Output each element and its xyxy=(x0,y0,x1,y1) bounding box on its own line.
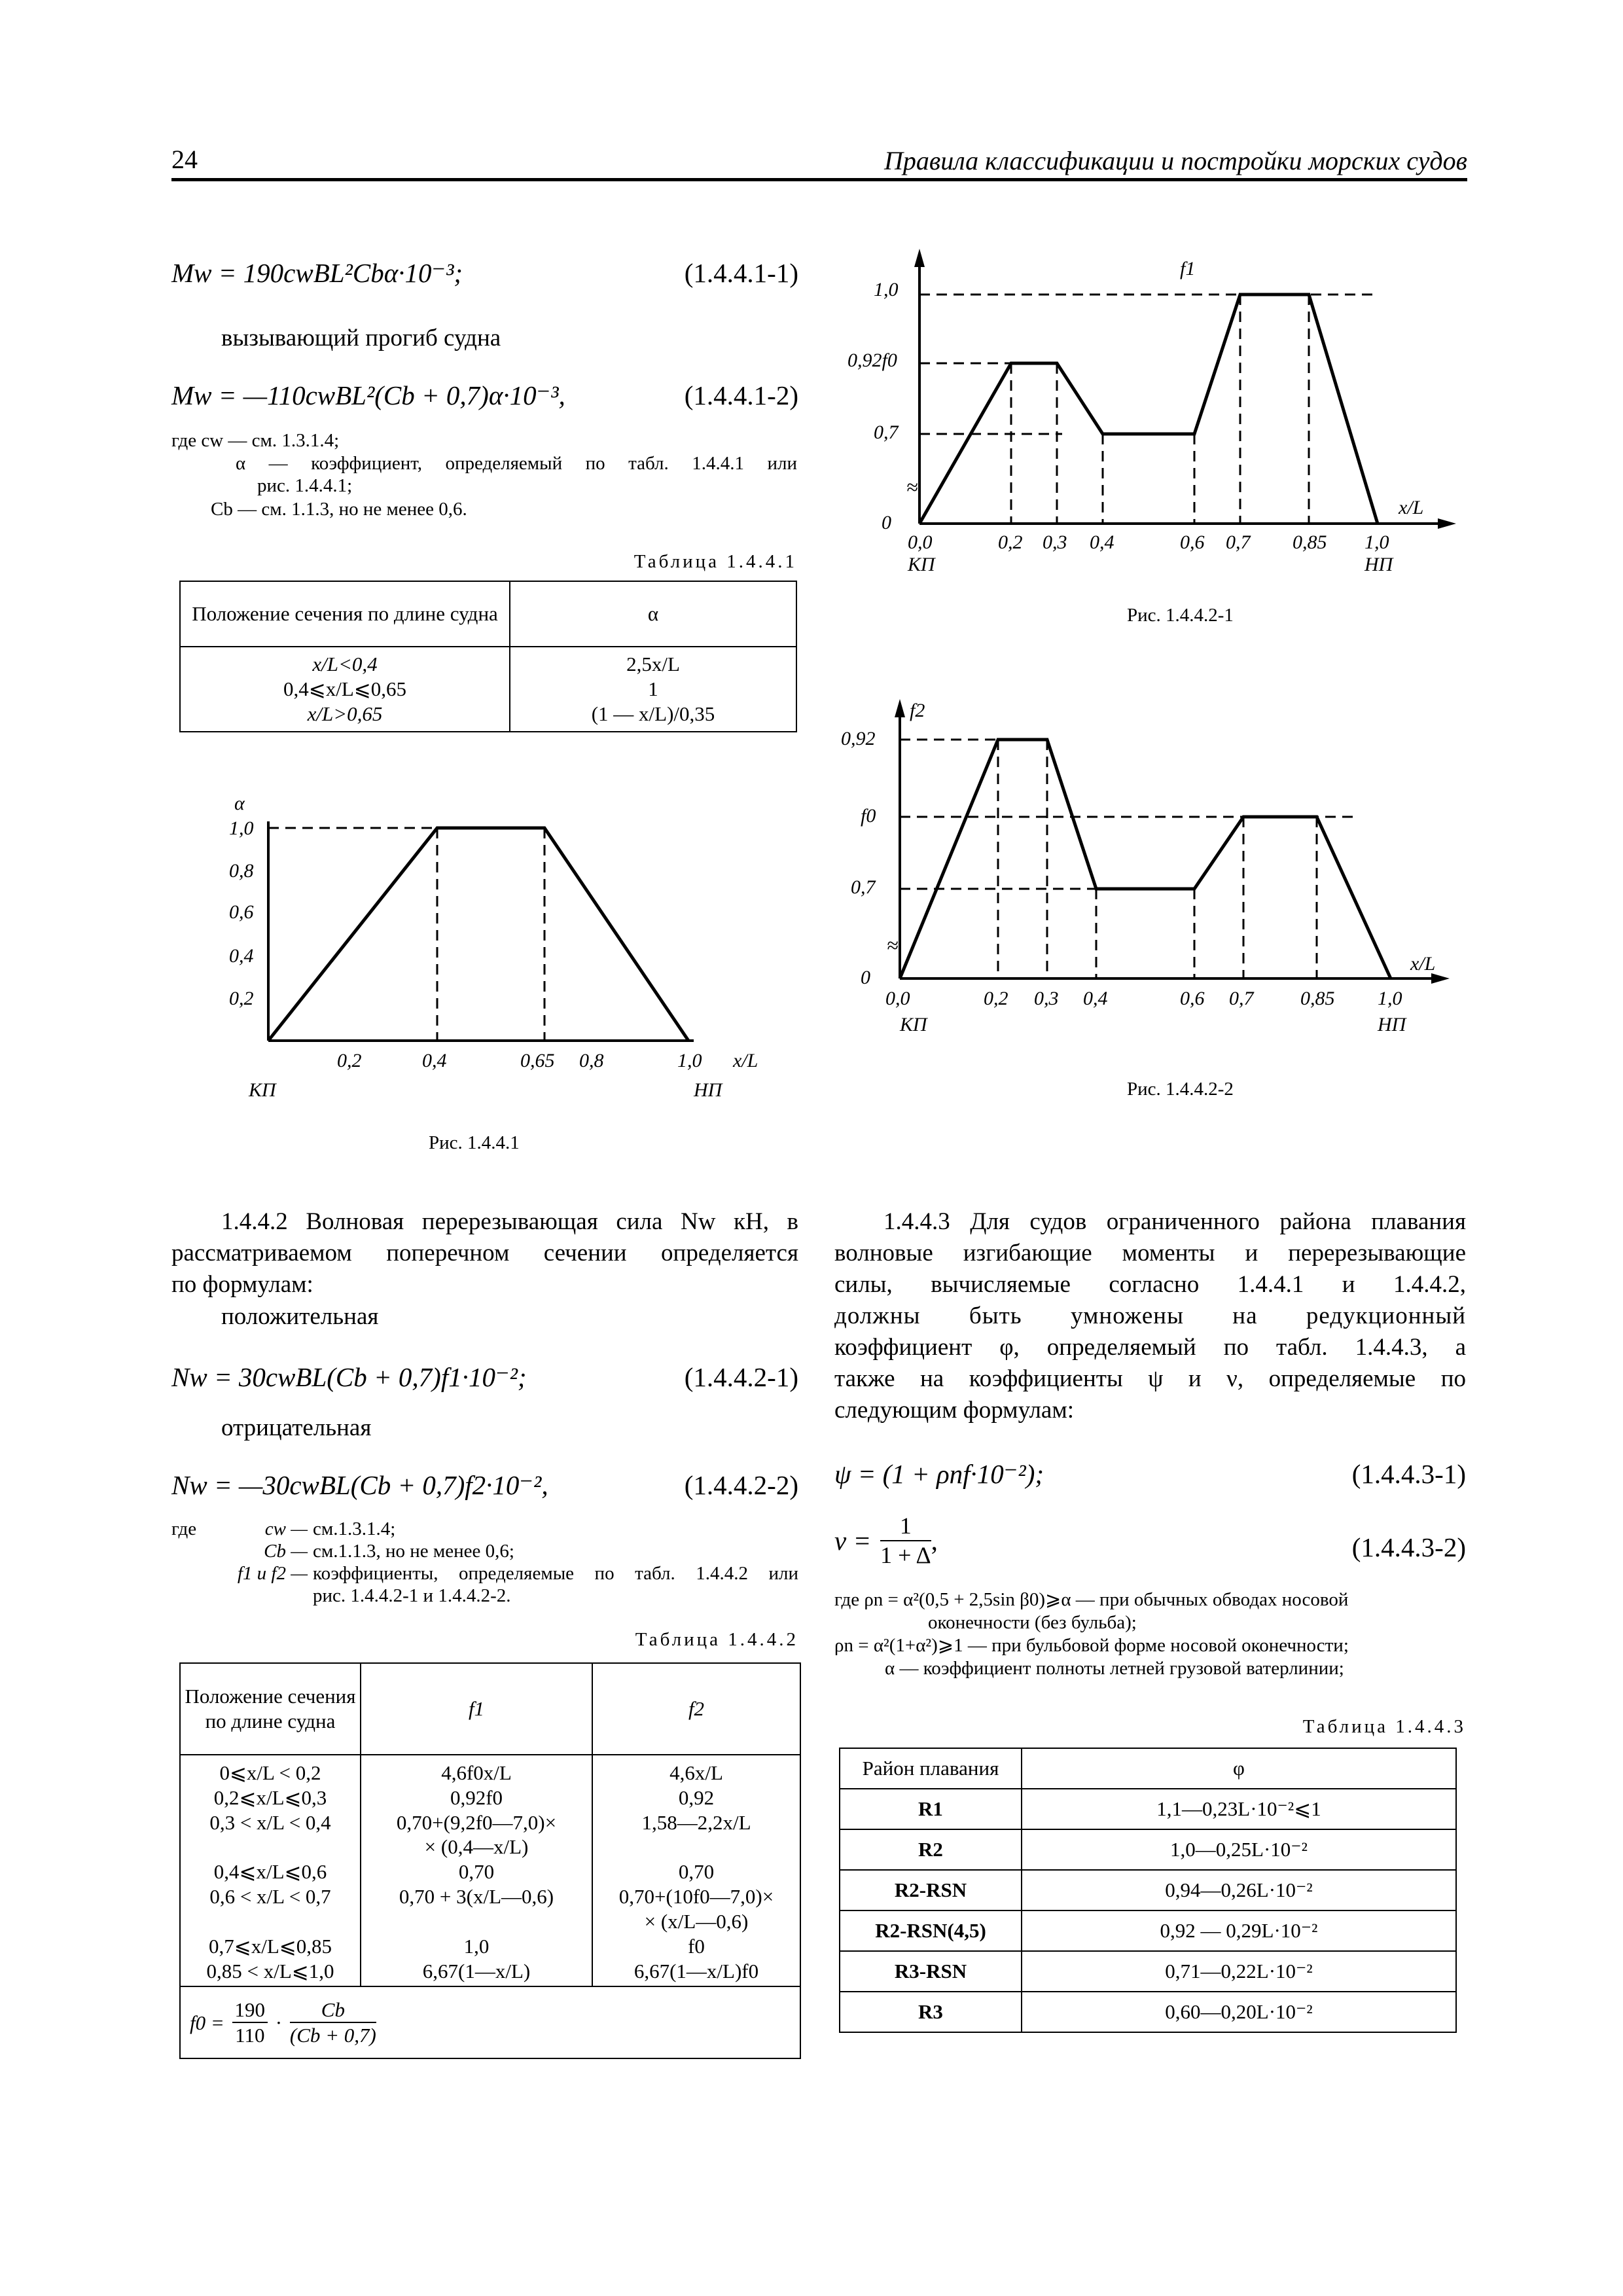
where-symbol: Cb — xyxy=(264,1541,308,1562)
table-cell-line: x/L>0,65 xyxy=(307,702,383,725)
x-tick-label: 0,4 xyxy=(422,1050,447,1071)
nu-symbol: ν = xyxy=(834,1525,872,1556)
table-cell-line: × (0,4—x/L) xyxy=(424,1835,529,1859)
axis-break-icon: ≈ xyxy=(906,475,918,499)
where-symbol: f1 и f2 — xyxy=(237,1563,308,1584)
y-tick-label: 0 xyxy=(882,512,891,533)
table-header-cell: f2 xyxy=(592,1663,800,1755)
y-tick-label: 0,7 xyxy=(851,876,876,898)
table-cell xyxy=(180,647,510,732)
bow-label: КП xyxy=(900,1014,927,1035)
equation-number: (1.4.4.2-2) xyxy=(684,1470,798,1500)
table-cell-line xyxy=(365,1909,588,1934)
x-axis-label: x/L xyxy=(733,1050,758,1071)
equation-1-4-4-1-1: Mw = 190cwBL²Cbα·10⁻³; xyxy=(171,258,463,288)
negative-label: отрицательная xyxy=(221,1414,372,1441)
positive-label: положительная xyxy=(221,1303,379,1330)
y-tick-label: 0,4 xyxy=(229,945,254,967)
table-cell: 1,1—0,23L·10⁻²⩽1 xyxy=(1022,1789,1456,1829)
equation-1-4-4-3-2 xyxy=(834,1512,938,1570)
fraction-numerator: Cb xyxy=(290,1998,376,2024)
table-cell-line: × (x/L—0,6) xyxy=(644,1909,749,1933)
table-cell: 0,94—0,26L·10⁻² xyxy=(1022,1870,1456,1910)
where-text: см.1.1.3, но не менее 0,6; xyxy=(313,1541,514,1562)
paragraph-line: рассматриваемом поперечном сечении определяется xyxy=(171,1240,798,1266)
x-tick-label: 0,2 xyxy=(998,531,1023,553)
table-cell: 0,60—0,20L·10⁻² xyxy=(1022,1992,1456,2032)
x-tick-label: 1,0 xyxy=(1378,988,1402,1009)
figure-1-4-4-2-1 xyxy=(834,249,1476,589)
y-tick-label: 0,8 xyxy=(229,860,254,882)
table-cell-line xyxy=(597,1835,796,1859)
table-cell-line: 6,67(1—x/L)f0 xyxy=(633,1959,759,1982)
table-caption: Таблица 1.4.4.3 xyxy=(1302,1716,1466,1737)
x-axis-label: x/L xyxy=(1399,497,1424,518)
where-line: Cb — см. 1.1.3, но не менее 0,6. xyxy=(211,499,467,520)
header-rule xyxy=(171,178,1467,181)
table-cell: R1 xyxy=(840,1789,1022,1829)
f0-symbol: f0 = xyxy=(190,2011,224,2034)
table-cell-line xyxy=(185,1909,356,1934)
table-cell-line: 4,6x/L xyxy=(669,1761,723,1784)
table-cell xyxy=(180,1755,361,1986)
where-line: α — коэффициент полноты летней грузовой ватерлинии; xyxy=(885,1658,1344,1679)
y-tick-label: 0 xyxy=(861,967,870,988)
table-cell-line: 0,70 xyxy=(678,1860,715,1884)
table-cell-line: 4,6f0x/L xyxy=(441,1761,512,1784)
where-line: где cw — см. 1.3.1.4; xyxy=(171,430,340,451)
y-axis-label: α xyxy=(234,793,245,814)
x-tick-label: 0,8 xyxy=(579,1050,604,1071)
equation-1-4-4-2-1: Nw = 30cwBL(Cb + 0,7)f1·10⁻²; xyxy=(171,1362,527,1392)
table-header-cell: f1 xyxy=(361,1663,592,1755)
table-cell: R3 xyxy=(840,1992,1022,2032)
where-line: ρn = α²(1+α²)⩾1 — при бульбовой форме носовой оконечности; xyxy=(834,1635,1349,1656)
y-tick-label: 0,7 xyxy=(874,422,899,443)
equation-1-4-4-2-2: Nw = —30cwBL(Cb + 0,7)f2·10⁻², xyxy=(171,1470,548,1500)
x-tick-label: 0,85 xyxy=(1300,988,1335,1009)
equation-number: (1.4.4.1-1) xyxy=(684,258,798,288)
function-label: f1 xyxy=(1180,258,1196,279)
equation-1-4-4-1-2: Mw = —110cwBL²(Cb + 0,7)α·10⁻³, xyxy=(171,380,565,410)
paragraph-line: коэффициент φ, определяемый по табл. 1.4.4.3, а xyxy=(834,1334,1466,1361)
y-tick-label: f0 xyxy=(861,805,876,827)
equation-number: (1.4.4.3-1) xyxy=(1351,1459,1466,1489)
where-text: см.1.3.1.4; xyxy=(313,1518,396,1539)
fraction-numerator: 1 xyxy=(880,1512,931,1541)
x-tick-label: 0,0 xyxy=(885,988,910,1009)
table-header-cell: Положение сечения по длине судна xyxy=(180,1663,361,1755)
table-cell-line: 0,7⩽x/L⩽0,85 xyxy=(209,1934,332,1958)
table-cell-line: 0,92f0 xyxy=(450,1785,503,1809)
table-1-4-4-2 xyxy=(179,1662,801,2059)
x-tick-label: 0,4 xyxy=(1090,531,1115,553)
fraction-denominator: (Cb + 0,7) xyxy=(289,2024,376,2047)
table-cell-line: 6,67(1—x/L) xyxy=(422,1959,531,1982)
multiply-dot: · xyxy=(275,2011,283,2034)
paragraph-line: 1.4.4.2 Волновая перерезывающая сила Nw кН, в xyxy=(221,1208,798,1235)
where-line: рис. 1.4.4.1; xyxy=(257,475,353,496)
where-line: α — коэффициент, определяемый по табл. 1.4.4.1 или xyxy=(236,453,797,474)
paragraph-line: силы, вычисляемые согласно 1.4.4.1 и 1.4.4.2, xyxy=(834,1271,1466,1298)
stern-label: НП xyxy=(1364,554,1393,575)
fraction-denominator: 1 + Δ xyxy=(880,1542,931,1569)
table-1-4-4-3 xyxy=(839,1748,1457,2033)
figure-1-4-4-2-2 xyxy=(834,694,1476,1047)
fraction-numerator: 190 xyxy=(232,1998,268,2024)
table-cell-line: 2,5x/L xyxy=(626,653,680,676)
equation-1-4-4-3-1: ψ = (1 + ρnf·10⁻²); xyxy=(834,1459,1044,1489)
x-tick-label: 1,0 xyxy=(677,1050,702,1071)
table-cell-line: 0,70+(9,2f0—7,0)× xyxy=(396,1810,557,1834)
table-cell-line: 0,4⩽x/L⩽0,6 xyxy=(213,1860,327,1884)
bow-label: КП xyxy=(249,1079,276,1101)
y-tick-label: 1,0 xyxy=(229,817,254,839)
table-header-cell: φ xyxy=(1022,1748,1456,1789)
table-cell: R2-RSN xyxy=(840,1870,1022,1910)
table-cell-line: x/L<0,4 xyxy=(312,653,378,676)
bow-label: КП xyxy=(908,554,935,575)
comma: , xyxy=(931,1525,938,1556)
where-text: коэффициенты, определяемые по табл. 1.4.4.2 или xyxy=(313,1563,798,1584)
table-cell xyxy=(510,647,796,732)
y-tick-label: 0,92 xyxy=(841,728,876,749)
where-line: где ρn = α²(0,5 + 2,5sin β0)⩾α — при обычных обводах носовой xyxy=(834,1589,1349,1610)
x-tick-label: 1,0 xyxy=(1364,531,1389,553)
x-tick-label: 0,7 xyxy=(1229,988,1254,1009)
table-cell-line xyxy=(185,1835,356,1859)
function-label: f2 xyxy=(910,700,925,721)
where-label: где xyxy=(171,1518,197,1539)
paragraph-line: волновые изгибающие моменты и перерезывающие xyxy=(834,1240,1466,1266)
paragraph-line: следующим формулам: xyxy=(834,1397,1075,1424)
x-tick-label: 0,85 xyxy=(1293,531,1327,553)
sagging-label: вызывающий прогиб судна xyxy=(221,325,501,351)
x-tick-label: 0,2 xyxy=(984,988,1008,1009)
y-tick-label: 1,0 xyxy=(874,279,899,300)
x-tick-label: 0,0 xyxy=(908,531,933,553)
y-tick-label: 0,2 xyxy=(229,988,254,1009)
table-cell-line: 0,92 xyxy=(678,1785,715,1809)
y-tick-label: 0,92f0 xyxy=(847,350,897,371)
table-cell-line: 0,6 < x/L < 0,7 xyxy=(209,1885,331,1909)
table-cell-line: 1,58—2,2x/L xyxy=(641,1810,751,1834)
table-cell xyxy=(592,1755,800,1986)
table-cell-line: 0,4⩽x/L⩽0,65 xyxy=(283,677,406,701)
x-tick-label: 0,2 xyxy=(337,1050,362,1071)
axis-break-icon: ≈ xyxy=(887,933,899,957)
table-cell: 0,71—0,22L·10⁻² xyxy=(1022,1951,1456,1992)
table-cell: R2-RSN(4,5) xyxy=(840,1910,1022,1951)
figure-caption: Рис. 1.4.4.1 xyxy=(429,1132,520,1153)
x-tick-label: 0,3 xyxy=(1034,988,1059,1009)
table-header-cell: Положение сечения по длине судна xyxy=(180,581,510,647)
paragraph-line: 1.4.4.3 Для судов ограниченного района плавания xyxy=(883,1208,1466,1235)
table-cell-line: (1 — x/L)/0,35 xyxy=(591,702,715,725)
x-tick-label: 0,4 xyxy=(1083,988,1108,1009)
x-tick-label: 0,65 xyxy=(520,1050,555,1071)
table-cell: 0,92 — 0,29L·10⁻² xyxy=(1022,1910,1456,1951)
equation-number: (1.4.4.2-1) xyxy=(684,1362,798,1392)
table-cell-line: 1,0 xyxy=(463,1934,490,1958)
equation-number: (1.4.4.1-2) xyxy=(684,380,798,410)
x-tick-label: 0,6 xyxy=(1180,988,1205,1009)
figure-caption: Рис. 1.4.4.2-1 xyxy=(1127,605,1234,626)
table-header-cell: α xyxy=(510,581,796,647)
x-tick-label: 0,6 xyxy=(1180,531,1205,553)
table-cell: R3-RSN xyxy=(840,1951,1022,1992)
fraction-denominator: 110 xyxy=(235,2024,265,2047)
table-cell-line: 1 xyxy=(648,677,658,701)
table-cell-line: 0,85 < x/L⩽1,0 xyxy=(206,1959,334,1982)
where-symbol: cw — xyxy=(264,1518,308,1539)
where-text: рис. 1.4.4.2-1 и 1.4.4.2-2. xyxy=(313,1585,511,1606)
x-tick-label: 0,7 xyxy=(1226,531,1251,553)
table-cell-line: 0,70 + 3(x/L—0,6) xyxy=(399,1885,554,1909)
table-header-cell: Район плавания xyxy=(840,1748,1022,1789)
alpha-curve xyxy=(268,828,688,1041)
table-cell: R2 xyxy=(840,1829,1022,1870)
where-line: оконечности (без бульба); xyxy=(928,1612,1137,1633)
paragraph-line: по формулам: xyxy=(171,1271,313,1298)
y-tick-label: 0,6 xyxy=(229,901,254,923)
equation-number: (1.4.4.3-2) xyxy=(1351,1532,1466,1562)
stern-label: НП xyxy=(694,1079,722,1101)
running-title: Правила классификации и постройки морских судов xyxy=(883,146,1467,175)
table-cell-line: 0,70 xyxy=(458,1860,495,1884)
table-cell-line: 0,70+(10f0—7,0)× xyxy=(618,1885,774,1909)
figure-caption: Рис. 1.4.4.2-2 xyxy=(1127,1079,1234,1100)
table-cell-line: f0 xyxy=(688,1934,705,1958)
table-footer-cell xyxy=(180,1986,800,2058)
figure-1-4-4-1 xyxy=(223,789,759,1116)
table-cell: 1,0—0,25L·10⁻² xyxy=(1022,1829,1456,1870)
table-cell-line: 0,3 < x/L < 0,4 xyxy=(209,1810,331,1834)
table-caption: Таблица 1.4.4.2 xyxy=(635,1629,798,1650)
page-number: 24 xyxy=(171,145,198,174)
stern-label: НП xyxy=(1378,1014,1406,1035)
table-cell xyxy=(361,1755,592,1986)
table-cell-line: 0⩽x/L < 0,2 xyxy=(219,1761,321,1784)
table-cell-line: 0,2⩽x/L⩽0,3 xyxy=(213,1785,327,1809)
x-axis-label: x/L xyxy=(1410,953,1436,975)
table-1-4-4-1 xyxy=(179,581,797,732)
paragraph-line: должны быть умножены на редукционный xyxy=(834,1302,1466,1329)
table-caption: Таблица 1.4.4.1 xyxy=(633,551,797,572)
paragraph-line: также на коэффициенты ψ и ν, определяемые по xyxy=(834,1365,1466,1392)
x-tick-label: 0,3 xyxy=(1043,531,1067,553)
